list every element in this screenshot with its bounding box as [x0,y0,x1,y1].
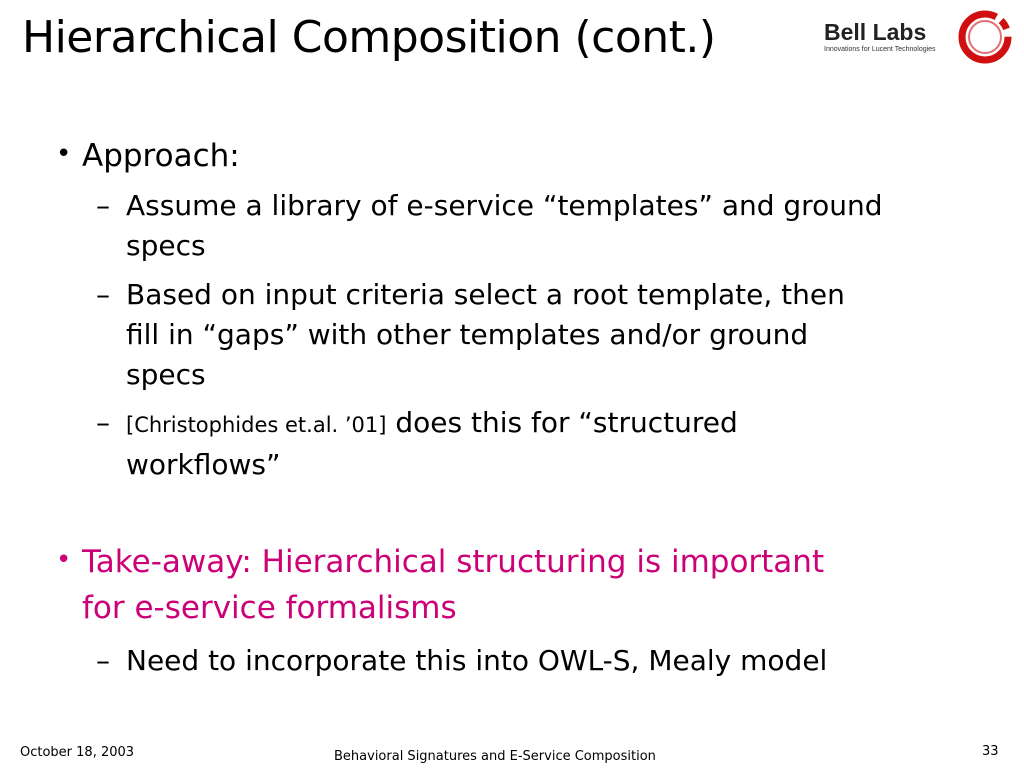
bullet-dot: • [56,545,72,575]
citation: [Christophides et.al. ’01] [126,413,387,437]
sub-bullet-line: fill in “gaps” with other templates and/or ground [126,318,809,351]
slide-title: Hierarchical Composition (cont.) [22,12,716,63]
sub-bullet-line: specs [126,229,206,262]
bell-labs-logo [822,6,1018,68]
logo-name: Bell Labs [824,19,927,45]
sub-bullet-line [126,403,738,445]
logo-tagline: Innovations for Lucent Technologies [824,46,936,53]
dash-marker: – [96,644,110,677]
lucent-ring-icon [954,6,1016,68]
sub-bullet-line: Assume a library of e-service “templates” and ground [126,189,883,222]
bullet-text: for e-service formalisms [82,590,457,626]
bullet-text: Approach: [82,138,240,174]
footer-date: October 18, 2003 [20,745,135,760]
bullet-text: Take-away: Hierarchical structuring is important [82,544,825,580]
sub-bullet-line: Based on input criteria select a root template, then [126,278,845,311]
page-number: 33 [982,744,999,759]
sub-bullet-line: Need to incorporate this into OWL-S, Mealy model [126,644,828,677]
dash-marker: – [96,278,110,311]
bullet-dot: • [56,139,72,169]
footer-title: Behavioral Signatures and E-Service Composition [334,749,656,764]
sub-bullet-line: specs [126,358,206,391]
sub-bullet-line: workflows” [126,448,281,481]
citation-tail: does this for “structured [386,406,738,439]
dash-marker: – [96,189,110,222]
dash-marker: – [96,406,110,439]
